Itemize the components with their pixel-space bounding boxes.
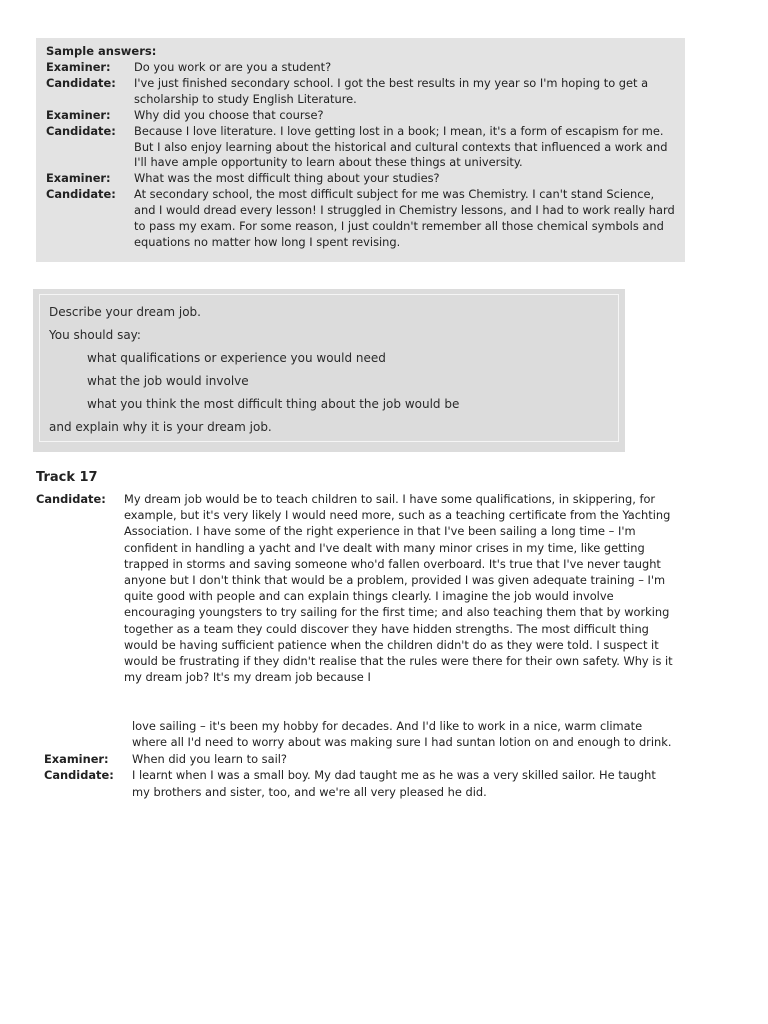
dialogue-line [46, 171, 675, 187]
dialogue-text: My dream job would be to teach children to sail. I have some qualifications, in skippering, for example, but it's very likely I would need more, such as a teaching certificate from the Yachting Association. I have some of the right experience in that I've been sailing a long time – I'm confident in handling a yacht and I've dealt with many minor crises in my time, like getting trapped in storms and saving someone who'd fallen overboard. It's true that I've never taught anyone but I don't think that would be a problem, provided I was given adequate training – I'm quite good with people and can explain things clearly. I imagine the job would involve encouraging youngsters to try sailing for the first time; and also teaching them that by working together as a team they could discover they have hidden strengths. The most difficult thing would be having sufficient patience when the children didn't do as they were told. I suspect it would be frustrating if they didn't realise that the rules were there for their own safety. Why is it my dream job? It's my dream job because I [124, 492, 673, 685]
dialogue-line [44, 767, 674, 800]
speaker-label: Candidate: [46, 187, 116, 202]
cue-card [33, 289, 625, 452]
speaker-label: Candidate: [46, 123, 116, 138]
dialogue-line [46, 108, 675, 124]
dialogue-line [46, 187, 675, 251]
dialogue-text: What was the most difficult thing about your studies? [134, 171, 440, 186]
cue-card-intro: You should say: [49, 328, 141, 342]
dialogue-line [44, 751, 674, 767]
speaker-label: Candidate: [36, 492, 106, 506]
dialogue-line [44, 718, 674, 751]
dialogue-text: When did you learn to sail? [132, 751, 287, 766]
speaker-label: Examiner: [44, 751, 109, 766]
dialogue-text: love sailing – it's been my hobby for decades. And I'd like to work in a nice, warm climate where all I'd need to worry about was making sure I had suntan lotion on and enough to drink. [132, 719, 672, 750]
speaker-label: Candidate: [44, 768, 114, 783]
speaker-label: Examiner: [46, 60, 111, 74]
cue-card-point: what you think the most difficult thing about the job would be [87, 397, 460, 411]
dialogue-line [46, 60, 675, 76]
sample-answers-box [36, 38, 685, 262]
cue-card-point: what qualifications or experience you would need [87, 351, 386, 365]
dialogue-text: Because I love literature. I love getting lost in a book; I mean, it's a form of escapism for me. But I also enjoy learning about the historical and cultural contexts that influenced a work and I'll have ample opportunity to learn about these things at university. [134, 123, 668, 170]
dialogue-text: Do you work or are you a student? [134, 60, 332, 74]
dialogue-line [46, 124, 675, 172]
cue-card-point: what the job would involve [87, 374, 249, 388]
dialogue-line [46, 76, 675, 108]
speaker-label: Candidate: [46, 75, 116, 90]
dialogue-text: I've just finished secondary school. I got the best results in my year so I'm hoping to get a scholarship to study English Literature. [134, 75, 649, 106]
cue-card-closing: and explain why it is your dream job. [49, 420, 272, 434]
track-transcript [36, 491, 676, 685]
speaker-label: Examiner: [46, 171, 111, 186]
track-transcript-continued [44, 718, 674, 800]
dialogue-text: I learnt when I was a small boy. My dad taught me as he was a very skilled sailor. He taught my brothers and sister, too, and we're all very pleased he did. [132, 768, 656, 799]
cue-card-title: Describe your dream job. [49, 305, 201, 319]
dialogue-line [36, 491, 676, 685]
speaker-label: Examiner: [46, 107, 111, 122]
track-title: Track 17 [36, 470, 98, 485]
sample-answers-title: Sample answers: [46, 44, 157, 58]
dialogue-text: Why did you choose that course? [134, 107, 324, 122]
speaker-label [44, 718, 132, 751]
cue-card-inner [39, 294, 619, 442]
dialogue-text: At secondary school, the most difficult subject for me was Chemistry. I can't stand Science, and I would dread every lesson! I struggled in Chemistry lessons, and I had to work really hard to pass my exam. For some reason, I just couldn't remember all those chemical symbols and equations no matter how long I spent revising. [134, 187, 675, 249]
